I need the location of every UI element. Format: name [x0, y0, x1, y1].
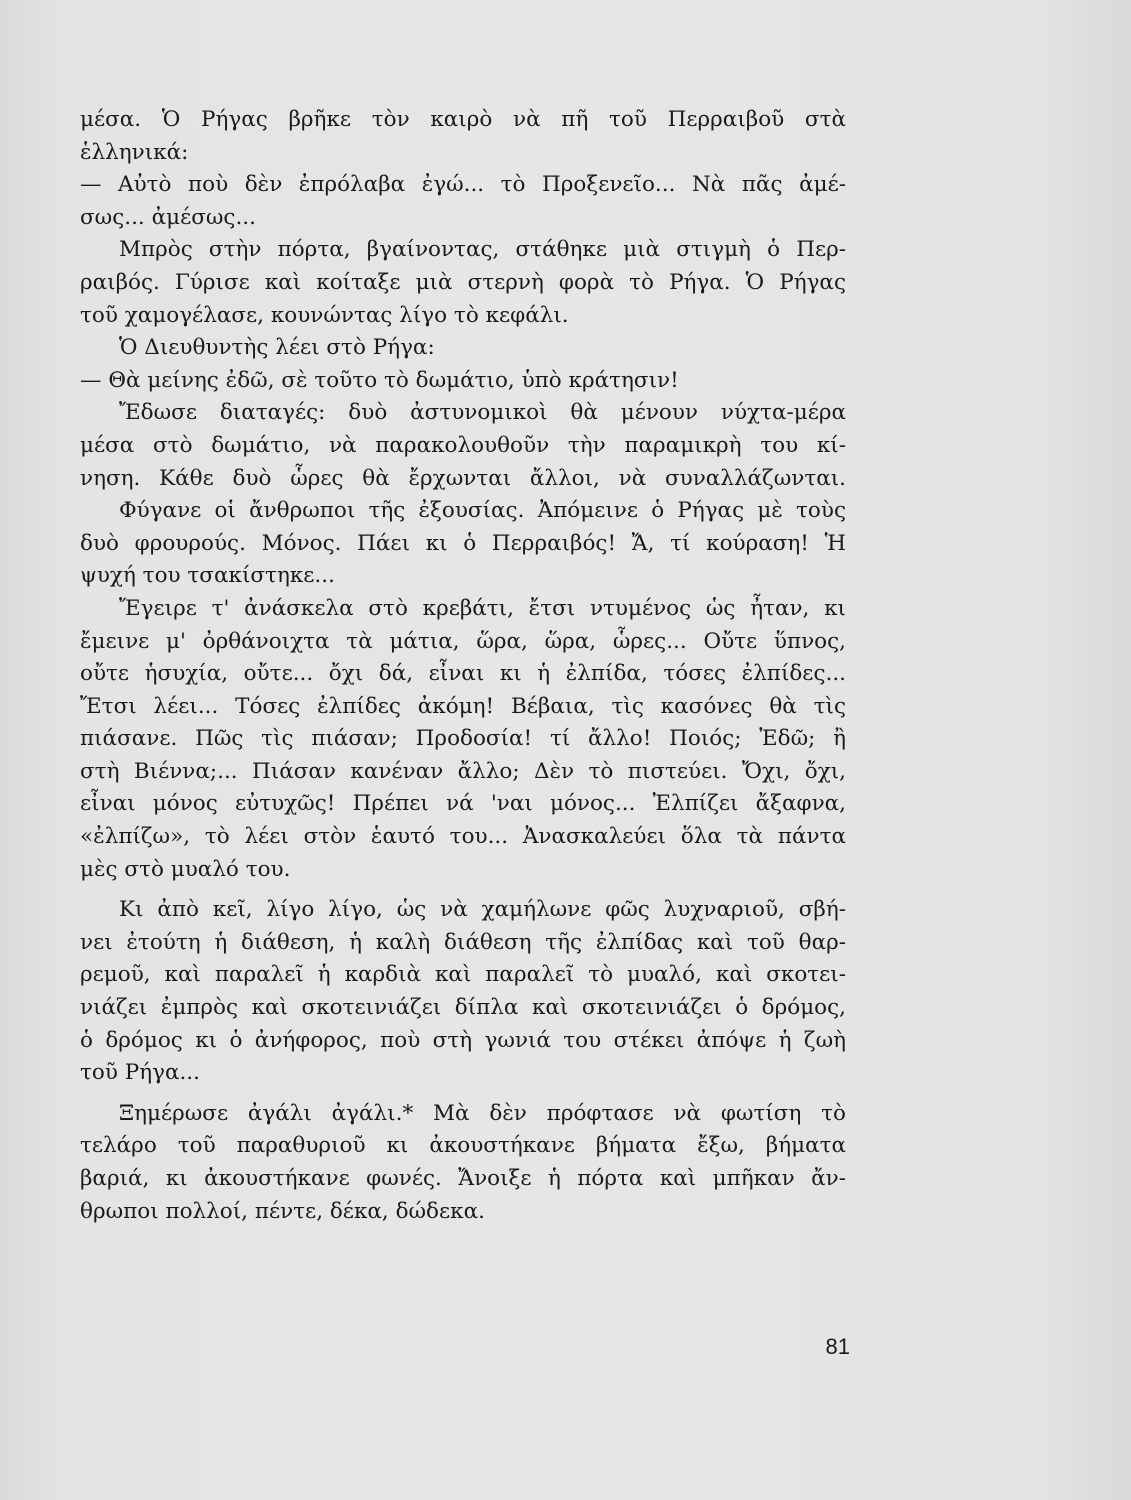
text-line: Ἔτσι λέει... Τόσες ἐλπίδες ἀκόμη! Βέβαια, τὶς κασόνες θὰ τὶς [80, 693, 846, 719]
text-line: Ὁ Διευθυντὴς λέει στὸ Ρήγα: [119, 335, 435, 361]
text-line: μέσα στὸ δωμάτιο, νὰ παρακολουθοῦν τὴν παραμικρὴ του κί- [80, 432, 846, 458]
text-line: πιάσανε. Πῶς τὶς πιάσαν; Προδοσία! τί ἄλλο! Ποιός; Ἐδῶ; ἢ [80, 726, 846, 752]
text-line: Φύγανε οἱ ἄνθρωποι τῆς ἐξουσίας. Ἀπόμεινε ὁ Ρήγας μὲ τοὺς [119, 498, 846, 524]
text-line: νει ἐτούτη ἡ διάθεση, ἡ καλὴ διάθεση τῆς ἐλπίδας καὶ τοῦ θαρ- [80, 929, 846, 955]
text-line: δυὸ φρουρούς. Μόνος. Πάει κι ὁ Περραιβός! Ἄ, τί κούραση! Ἡ [80, 530, 846, 556]
text-line: τελάρο τοῦ παραθυριοῦ κι ἀκουστήκανε βήματα ἔξω, βήματα [80, 1133, 846, 1159]
text-line: ραιβός. Γύρισε καὶ κοίταξε μιὰ στερνὴ φορὰ τὸ Ρήγα. Ὁ Ρήγας [80, 269, 846, 295]
text-line: ρεμοῦ, καὶ παραλεῖ ἡ καρδιὰ καὶ παραλεῖ τὸ μυαλό, καὶ σκοτει- [80, 962, 846, 988]
text-line: οὔτε ἡσυχία, οὔτε... ὄχι δά, εἶναι κι ἡ ἐλπίδα, τόσες ἐλπίδες... [80, 661, 846, 687]
text-line: τοῦ Ρήγα... [80, 1060, 200, 1086]
text-line: ἑλληνικά: [80, 139, 189, 165]
text-line: Μπρὸς στὴν πόρτα, βγαίνοντας, στάθηκε μιὰ στιγμὴ ὁ Περ- [119, 237, 846, 263]
text-line: εἶναι μόνος εὐτυχῶς! Πρέπει νά 'ναι μόνος... Ἐλπίζει ἄξαφνα, [80, 791, 846, 817]
text-line: θρωποι πολλοί, πέντε, δέκα, δώδεκα. [80, 1198, 485, 1224]
text-line: Ἔγειρε τ' ἀνάσκελα στὸ κρεβάτι, ἔτσι ντυμένος ὡς ἦταν, κι [119, 595, 846, 621]
text-line: νηση. Κάθε δυὸ ὧρες θὰ ἔρχωνται ἄλλοι, νὰ συναλλάζωνται. [80, 465, 846, 491]
text-line: Κι ἀπὸ κεῖ, λίγο λίγο, ὡς νὰ χαμήλωνε φῶς λυχναριοῦ, σβή- [119, 897, 846, 923]
text-line: στὴ Βιέννα;... Πιάσαν κανέναν ἄλλο; Δὲν τὸ πιστεύει. Ὄχι, ὄχι, [80, 758, 846, 784]
page-text [80, 104, 846, 1228]
text-line: σως... ἀμέσως... [80, 204, 256, 230]
text-line: ὁ δρόμος κι ὁ ἀνήφορος, ποὺ στὴ γωνιά του στέκει ἀπόψε ἡ ζωὴ [80, 1027, 846, 1053]
text-line: ἔμεινε μ' ὀρθάνοιχτα τὰ μάτια, ὥρα, ὥρα, ὧρες... Οὔτε ὕπνος, [80, 628, 846, 654]
text-line: Ξημέρωσε ἀγάλι ἀγάλι.* Μὰ δὲν πρόφτασε νὰ φωτίση τὸ [119, 1100, 846, 1126]
page-number: 81 [825, 1334, 850, 1359]
text-line: μὲς στὸ μυαλό του. [80, 856, 291, 882]
text-line: μέσα. Ὁ Ρήγας βρῆκε τὸν καιρὸ νὰ πῆ τοῦ Περραιβοῦ στὰ [80, 107, 846, 132]
text-line: τοῦ χαμογέλασε, κουνώντας λίγο τὸ κεφάλι. [80, 302, 569, 328]
text-line: Ἔδωσε διαταγές: δυὸ ἀστυνομικοὶ θὰ μένουν νύχτα-μέρα [119, 400, 846, 426]
text-line: ψυχή του τσακίστηκε... [80, 563, 335, 589]
text-line: βαριά, κι ἀκουστήκανε φωνές. Ἄνοιξε ἡ πόρτα καὶ μπῆκαν ἄν- [80, 1166, 846, 1191]
text-line: νιάζει ἐμπρὸς καὶ σκοτεινιάζει δίπλα καὶ σκοτεινιάζει ὁ δρόμος, [80, 995, 846, 1021]
text-line: «ἐλπίζω», τὸ λέει στὸν ἑαυτό του... Ἀνασκαλεύει ὅλα τὰ πάντα [80, 824, 846, 850]
text-line: — Θὰ μείνης ἐδῶ, σὲ τοῦτο τὸ δωμάτιο, ὑπὸ κράτησιν! [80, 367, 679, 393]
text-line: — Αὐτὸ ποὺ δὲν ἐπρόλαβα ἐγώ... τὸ Προξενεῖο... Νὰ πᾶς ἀμέ- [80, 172, 846, 198]
